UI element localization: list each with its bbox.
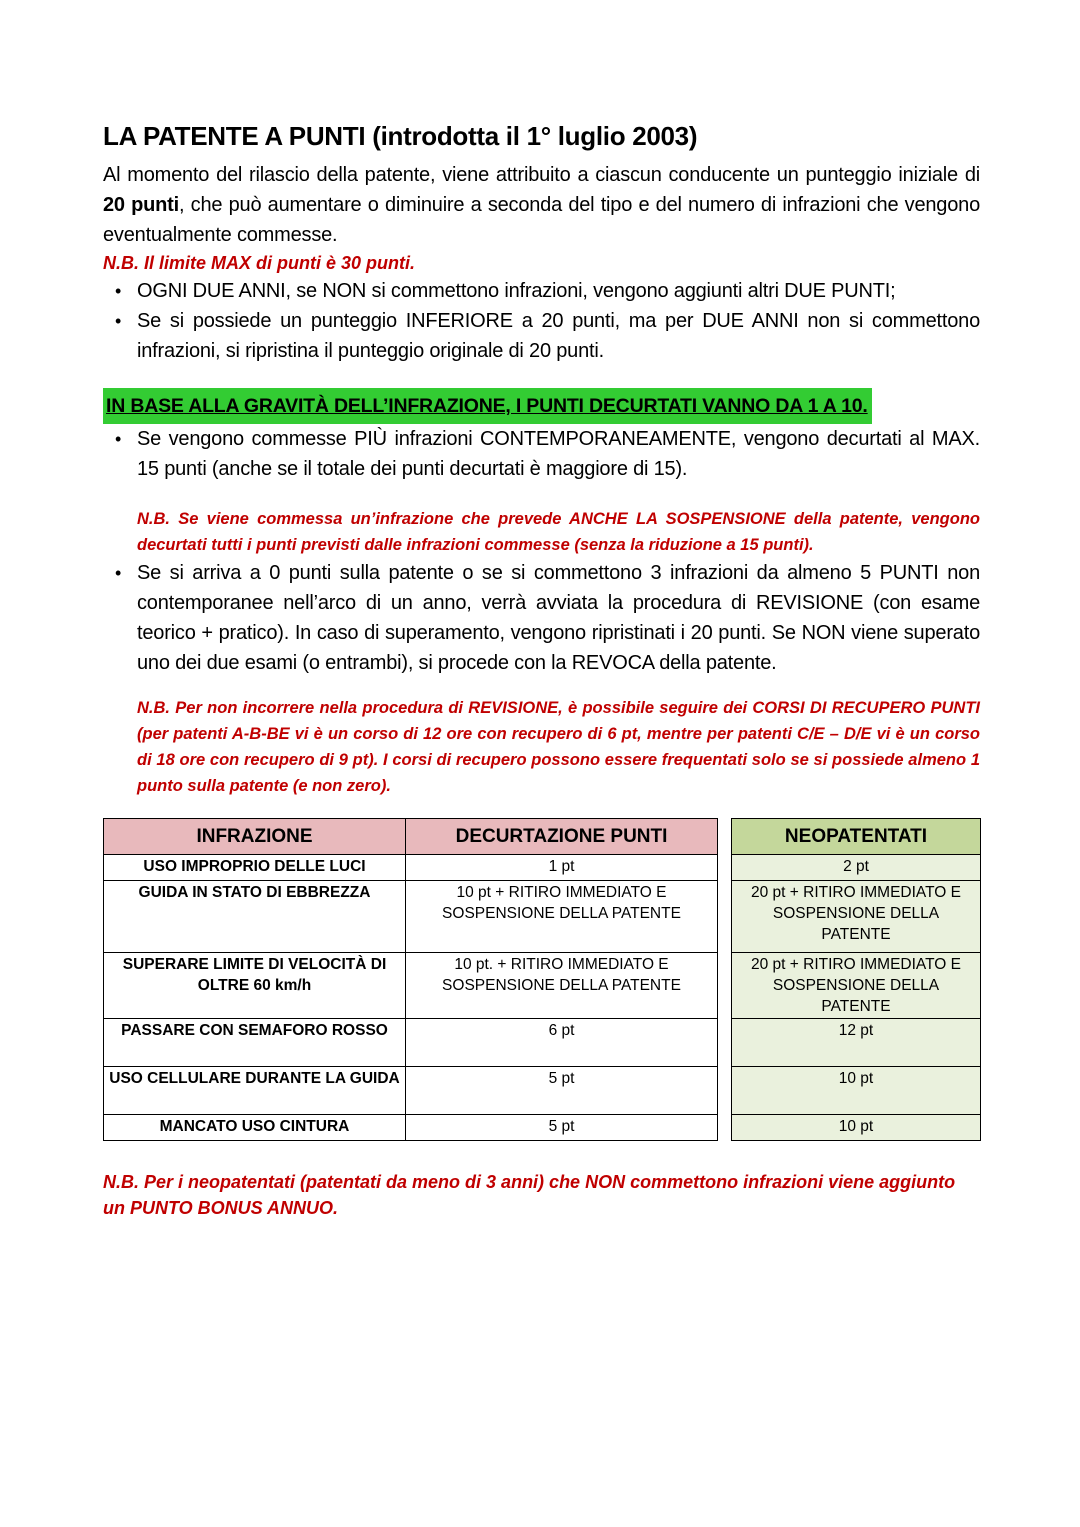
table-header-row <box>104 819 981 855</box>
table-row <box>104 881 981 953</box>
cell-decurtazione: 5 pt <box>406 1067 718 1115</box>
cell-neopatentati: 20 pt + RITIRO IMMEDIATO E SOSPENSIONE DELLA PATENTE <box>732 881 981 953</box>
cell-infrazione: PASSARE CON SEMAFORO ROSSO <box>104 1019 406 1067</box>
cell-neopatentati: 20 pt + RITIRO IMMEDIATO E SOSPENSIONE DELLA PATENTE <box>732 953 981 1019</box>
table-row <box>104 1115 981 1141</box>
intro-text-before: Al momento del rilascio della patente, viene attribuito a ciascun conducente un punteggio iniziale di <box>103 164 980 186</box>
table-column-gap <box>718 855 732 881</box>
highlight-banner: IN BASE ALLA GRAVITÀ DELL’INFRAZIONE, I PUNTI DECURTATI VANNO DA 1 A 10. <box>103 388 872 424</box>
table-column-gap <box>718 1115 732 1141</box>
cell-neopatentati: 12 pt <box>732 1019 981 1067</box>
table-row <box>104 1019 981 1067</box>
note-bonus-neopatentati: N.B. Per i neopatentati (patentati da meno di 3 anni) che NON commettono infrazioni viene aggiunto un PUNTO BONUS ANNUO. <box>103 1172 956 1218</box>
bullet-item-two-years: • OGNI DUE ANNI, se NON si commettono infrazioni, vengono aggiunti altri DUE PUNTI; <box>103 276 980 306</box>
table-row <box>104 953 981 1019</box>
rules-bullet-list <box>103 276 980 366</box>
cell-infrazione: USO IMPROPRIO DELLE LUCI <box>104 855 406 881</box>
bullet-item-restore-points: • Se si possiede un punteggio INFERIORE a 20 punti, ma per DUE ANNI non si commettono infrazioni, si ripristina il punteggio originale di 20 punti. <box>103 306 980 366</box>
cell-infrazione: GUIDA IN STATO DI EBBREZZA <box>104 881 406 953</box>
table-row <box>104 1067 981 1115</box>
bullet-item-revisione: • Se si arriva a 0 punti sulla patente o se si commettono 3 infrazioni da almeno 5 PUNTI non contemporanee nell’arco di un anno, verrà avviata la procedura di REVISIONE (con esame teorico + pratico). In caso di superamento, vengono ripristinati i 20 punti. Se NON viene superato uno dei due esami (o entrambi), si procede con la REVOCA della patente. <box>103 558 980 678</box>
cell-neopatentati: 2 pt <box>732 855 981 881</box>
note-max-points: N.B. Il limite MAX di punti è 30 punti. <box>103 253 416 273</box>
cell-infrazione: USO CELLULARE DURANTE LA GUIDA <box>104 1067 406 1115</box>
col-header-neopatentati: NEOPATENTATI <box>732 819 981 855</box>
table-column-gap <box>718 819 732 855</box>
revisione-bullet-list <box>103 558 980 678</box>
cell-decurtazione: 6 pt <box>406 1019 718 1067</box>
intro-text-after: , che può aumentare o diminuire a seconda del tipo e del numero di infrazioni che vengono eventualmente commesse. <box>103 194 980 246</box>
cell-neopatentati: 10 pt <box>732 1067 981 1115</box>
col-header-decurtazione-punti: DECURTAZIONE PUNTI <box>406 819 718 855</box>
max15-bullet-list <box>103 424 980 484</box>
col-header-infrazione: INFRAZIONE <box>104 819 406 855</box>
infractions-table <box>103 818 981 1141</box>
cell-infrazione: SUPERARE LIMITE DI VELOCITÀ DI OLTRE 60 km/h <box>104 953 406 1019</box>
cell-decurtazione: 10 pt + RITIRO IMMEDIATO E SOSPENSIONE DELLA PATENTE <box>406 881 718 953</box>
table-column-gap <box>718 953 732 1019</box>
page-title: LA PATENTE A PUNTI (introdotta il 1° luglio 2003) <box>103 121 698 151</box>
note-sospensione: N.B. Se viene commessa un’infrazione che prevede ANCHE LA SOSPENSIONE della patente, vengono decurtati tutti i punti previsti dalle infrazioni commesse (senza la riduzione a 15 punti). <box>137 510 980 554</box>
cell-decurtazione: 10 pt. + RITIRO IMMEDIATO E SOSPENSIONE DELLA PATENTE <box>406 953 718 1019</box>
cell-decurtazione: 1 pt <box>406 855 718 881</box>
cell-decurtazione: 5 pt <box>406 1115 718 1141</box>
intro-paragraph <box>103 160 980 250</box>
note-recupero-punti: N.B. Per non incorrere nella procedura di REVISIONE, è possibile seguire dei CORSI DI RECUPERO PUNTI (per patenti A-B-BE vi è un corso di 12 ore con recupero di 6 pt, mentre per patenti C/E – D/E vi è un corso di 18 ore con recupero di 9 pt). I corsi di recupero possono essere frequentati solo se si possiede almeno 1 punto sulla patente (e non zero). <box>137 699 980 795</box>
intro-text-bold: 20 punti <box>103 194 180 216</box>
table-column-gap <box>718 1067 732 1115</box>
bullet-item-max15: • Se vengono commesse PIÙ infrazioni CONTEMPORANEAMENTE, vengono decurtati al MAX. 15 punti (anche se il totale dei punti decurtati è maggiore di 15). <box>103 424 980 484</box>
table-column-gap <box>718 1019 732 1067</box>
cell-neopatentati: 10 pt <box>732 1115 981 1141</box>
table-row <box>104 855 981 881</box>
cell-infrazione: MANCATO USO CINTURA <box>104 1115 406 1141</box>
table-column-gap <box>718 881 732 953</box>
